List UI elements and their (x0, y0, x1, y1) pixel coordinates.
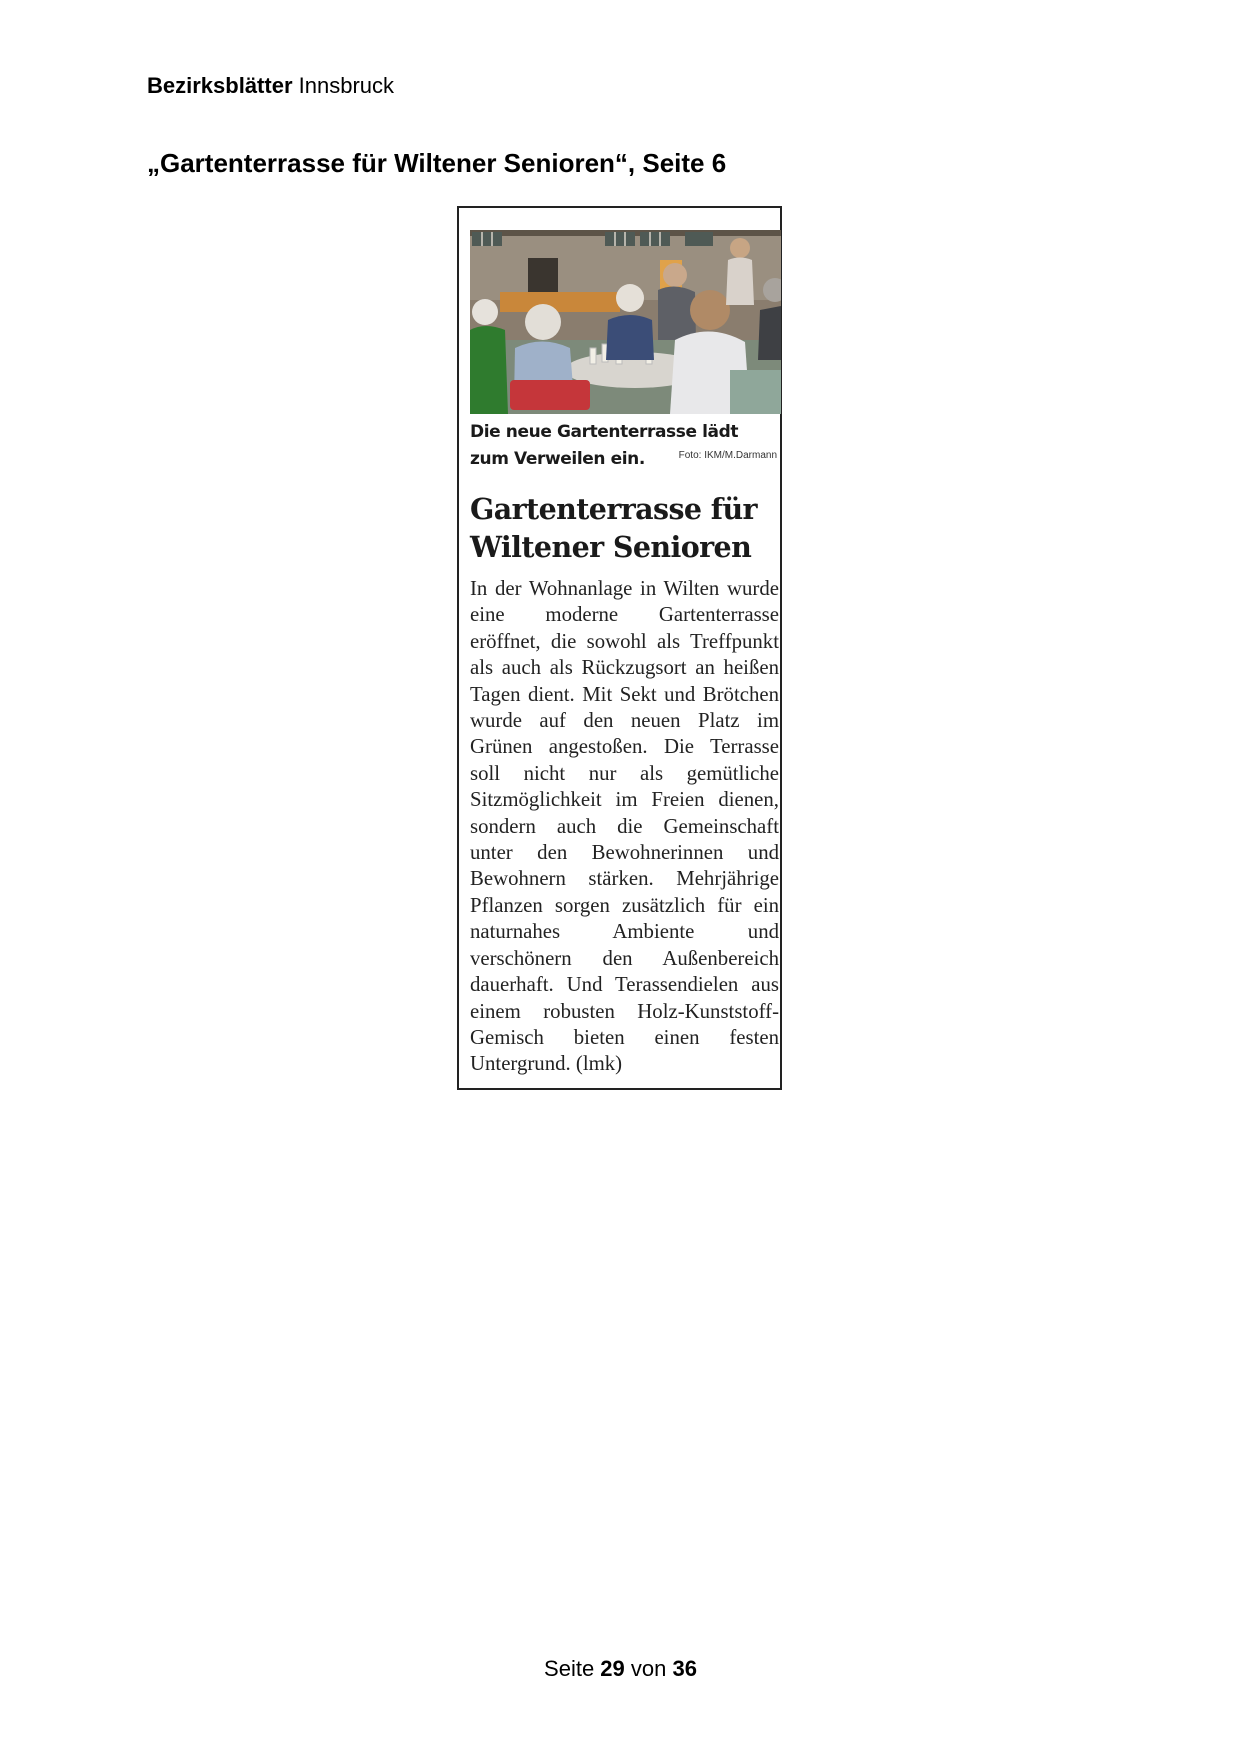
photo-seniors-garden-terrace-icon (470, 230, 781, 414)
publication-region: Innsbruck (292, 73, 395, 98)
photo-credit: Foto: IKM/M.Darmann (678, 450, 777, 461)
publication-name: Bezirksblätter (147, 73, 293, 98)
article-body: In der Wohnanlage in Wilten wurde eine moderne Gartenterrasse eröffnet, die sowohl als Treffpunkt als auch als Rückzugsort an heißen Tagen dient. Mit Sekt und Brötchen wurde auf den neuen Platz im Grünen angestoßen. Die Terrasse soll nicht nur als gemütliche Sitzmöglichkeit im Freien dienen, sondern auch die Gemeinschaft unter den Bewohnerinnen und Bewohnern stärken. Mehrjährige Pflanzen sorgen zusätzlich für ein naturnahes Ambiente und verschönern den Außenbereich dauerhaft. Und Terassendielen aus einem robusten Holz-Kunststoff-Gemisch bieten einen festen Untergrund. (lmk) (470, 577, 779, 1076)
page-number-prefix: Seite (544, 1656, 601, 1681)
article-headline: Gartenterrasse für Wiltener Senioren (470, 492, 757, 564)
publication-line (147, 72, 394, 100)
clipping-title: „Gartenterrasse für Wiltener Senioren“, Seite 6 (147, 148, 727, 178)
page-number (0, 1655, 1241, 1683)
article-photo (470, 230, 781, 414)
page-number-current: 29 (600, 1656, 625, 1681)
photo-caption: Die neue Gartenterrasse lädt zum Verweilen ein. (470, 422, 739, 469)
page-number-middle: von (624, 1656, 673, 1681)
page-number-total: 36 (672, 1656, 697, 1681)
newspaper-clipping (457, 206, 782, 1090)
